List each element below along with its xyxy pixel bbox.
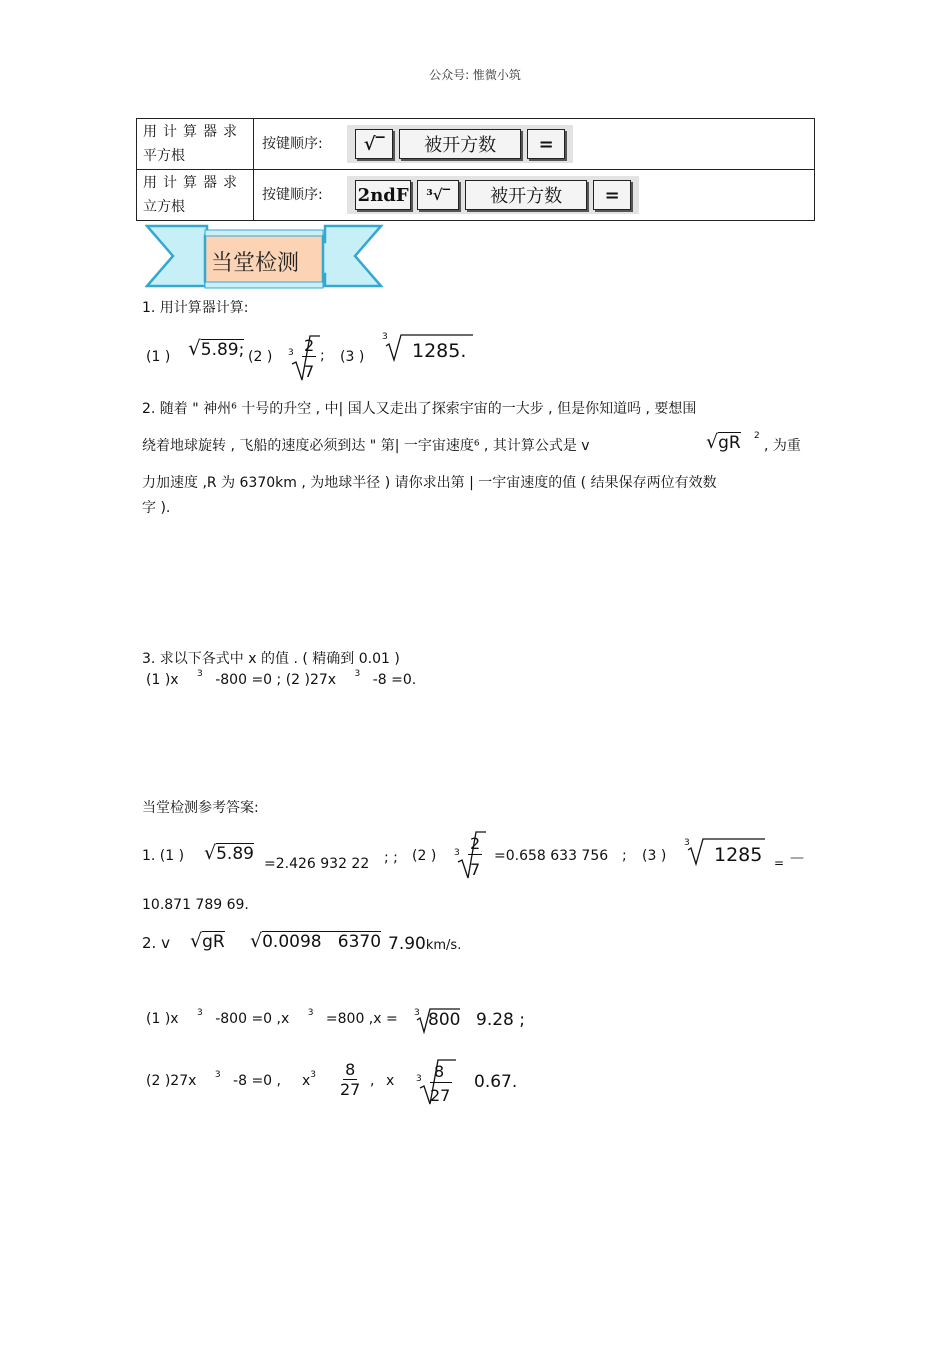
q1-expr-1: √5.89; xyxy=(188,336,245,360)
q1-part2-label: (2 ) xyxy=(248,349,273,365)
row-label: 用计算器求 平方根 xyxy=(137,119,254,170)
row-label: 用计算器求 立方根 xyxy=(137,170,254,221)
answer-1-separator-1: ; ; xyxy=(384,850,398,866)
question-1-title: 1. 用计算器计算: xyxy=(142,300,249,316)
answer-3-value-1: 9.28 ; xyxy=(476,1010,525,1030)
answer-1-prefix: 1. (1 ) xyxy=(142,848,185,864)
key-sequence: 按键顺序: √‾ 被开方数 = xyxy=(254,119,815,170)
equals-key: = xyxy=(593,180,631,210)
question-3-equations: (1 )x $^3$ -800 =0 ; (2 )27x $^3$ -8 =0. xyxy=(146,669,417,688)
question-2-line3: 力加速度 ,R 为 6370km , 为地球半径 ) 请你求出第 | 一宇宙速度的值 ( 结果保存两位有效数 xyxy=(142,475,717,491)
section-banner xyxy=(145,222,385,294)
radicand-key: 被开方数 xyxy=(465,180,587,210)
answer-3-x: x xyxy=(386,1073,395,1089)
key-strip xyxy=(347,176,639,214)
answer-2-root-2: √0.0098 6370 xyxy=(250,930,382,952)
calculator-key-table xyxy=(136,118,815,221)
answer-3-part2: (2 )27x $^3$ -8 =0 , xyxy=(146,1070,281,1089)
question-2-line2: 绕着地球旋转 , 飞船的速度必须到达 " 第| 一宇宙速度⁶ , 其计算公式是 v xyxy=(142,438,590,454)
question-3-title: 3. 求以下各式中 x 的值 . ( 精确到 0.01 ) xyxy=(142,651,400,667)
radicand-key: 被开方数 xyxy=(399,129,521,159)
answer-1-part2-label: (2 ) xyxy=(412,848,437,864)
answer-3-x-cubed: $x^3$ xyxy=(302,1070,317,1089)
answer-1-dash: — xyxy=(790,850,804,866)
answer-3-fraction: $\frac{8}{27}$ xyxy=(340,1060,361,1099)
page-header: 公众号: 惟微小筑 xyxy=(429,68,521,82)
banner-title: 当堂检测 xyxy=(211,251,300,276)
table-row xyxy=(137,119,815,170)
answer-1-value-1: =2.426 932 22 xyxy=(264,856,370,872)
answer-3-value-2: 0.67. xyxy=(474,1072,518,1092)
q2-formula-root: √gR xyxy=(706,431,741,453)
cube-root-key: ³√‾ xyxy=(417,180,459,210)
equals-key: = xyxy=(527,129,565,159)
answers-title: 当堂检测参考答案: xyxy=(142,800,259,816)
question-2-line2-end: , 为重 xyxy=(764,438,801,454)
answer-2-root-1: √gR xyxy=(190,930,225,952)
q1-part1-label: (1 ) xyxy=(146,349,171,365)
question-2-line4: 字 ). xyxy=(142,500,171,516)
key-strip xyxy=(347,125,573,163)
answer-3-part1: (1 )x $^3$ -800 =0 ,x $^3$ =800 ,x = xyxy=(146,1008,398,1027)
answer-3-comma: , xyxy=(370,1073,375,1089)
answer-2-prefix: 2. v xyxy=(142,934,170,952)
answer-1-value-2: =0.658 633 756 xyxy=(494,848,609,864)
q1-part3-label: (3 ) xyxy=(340,349,365,365)
second-function-key: 2ndF xyxy=(355,180,411,210)
q2-superscript: 2 xyxy=(754,431,760,441)
key-sequence: 按键顺序: 2ndF ³√‾ 被开方数 = xyxy=(254,170,815,221)
table-row xyxy=(137,170,815,221)
answer-1-root-1: √5.89 xyxy=(204,842,254,864)
answer-1-continuation: 10.871 789 69. xyxy=(142,897,249,913)
sqrt-key: √‾ xyxy=(355,129,393,159)
answer-1-part3-label: (3 ) xyxy=(642,848,667,864)
answer-1-equals: = xyxy=(774,856,785,870)
answer-1-separator-2: ; xyxy=(622,848,627,864)
answer-2-value: 7.90km/s. xyxy=(388,934,462,954)
question-2-line1: 2. 随着 " 神州⁶ 十号的升空 , 中| 国人又走出了探索宇宙的一大步 , 但是你知道吗 , 要想围 xyxy=(142,401,697,417)
